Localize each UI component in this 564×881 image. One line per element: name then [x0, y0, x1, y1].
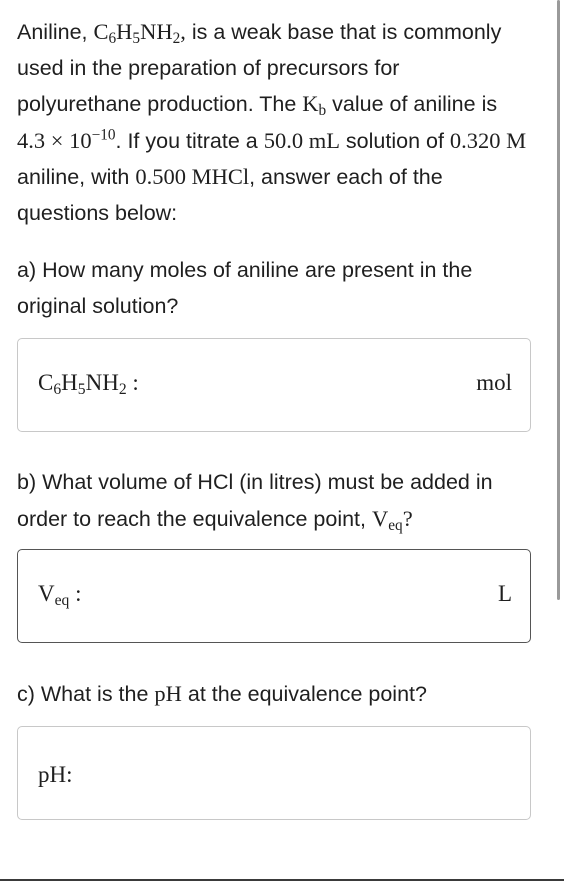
ph-input[interactable]	[88, 753, 510, 803]
aniline-concentration: 0.320 M	[449, 127, 527, 153]
scrollbar[interactable]	[557, 0, 560, 600]
ph-field-label: pH:	[38, 762, 73, 787]
answer-box-ph[interactable]	[17, 726, 531, 820]
kb-symbol: $K_b$	[302, 91, 327, 119]
ph-symbol: pH	[154, 681, 182, 706]
kb-value: $4.3 \times 10^{-10}$	[17, 126, 116, 153]
volume-unit: L	[497, 581, 512, 606]
hcl-concentration: 0.500 MHCl	[135, 164, 250, 189]
answer-box-moles[interactable]	[17, 338, 531, 432]
volume-field-label: $V_{eq}$ :	[38, 581, 82, 609]
answer-box-volume[interactable]	[17, 549, 531, 643]
solution-volume: 50.0 mL	[263, 127, 340, 153]
aniline-formula: $C_6H_5NH_2$,	[93, 19, 186, 47]
question-c-text: c) What is the pH at the equivalence point?	[17, 681, 427, 706]
question-b-text: b) What volume of HCl (in litres) must be added in order to reach the equivalence point, $V_{eq}$?	[17, 470, 493, 534]
moles-field-label: $C_6H_5NH_2$ :	[38, 370, 139, 398]
problem-statement: Aniline, $C_6H_5NH_2$, is a weak base that is commonly used in the preparation of precursors for polyurethane production. The $K_b$ value of aniline is $4.3 \times 10^{-10}$. If you titrate a 50.0 mL solution of 0.320 M aniline, with 0.500 MHCl, answer each of the questions below:	[17, 19, 527, 225]
veq-symbol: $V_{eq}$?	[371, 505, 413, 534]
volume-input[interactable]	[178, 572, 450, 622]
question-a-text: a) How many moles of aniline are present in the original solution?	[17, 258, 473, 318]
moles-unit: mol	[476, 370, 512, 395]
moles-input[interactable]	[178, 361, 450, 411]
